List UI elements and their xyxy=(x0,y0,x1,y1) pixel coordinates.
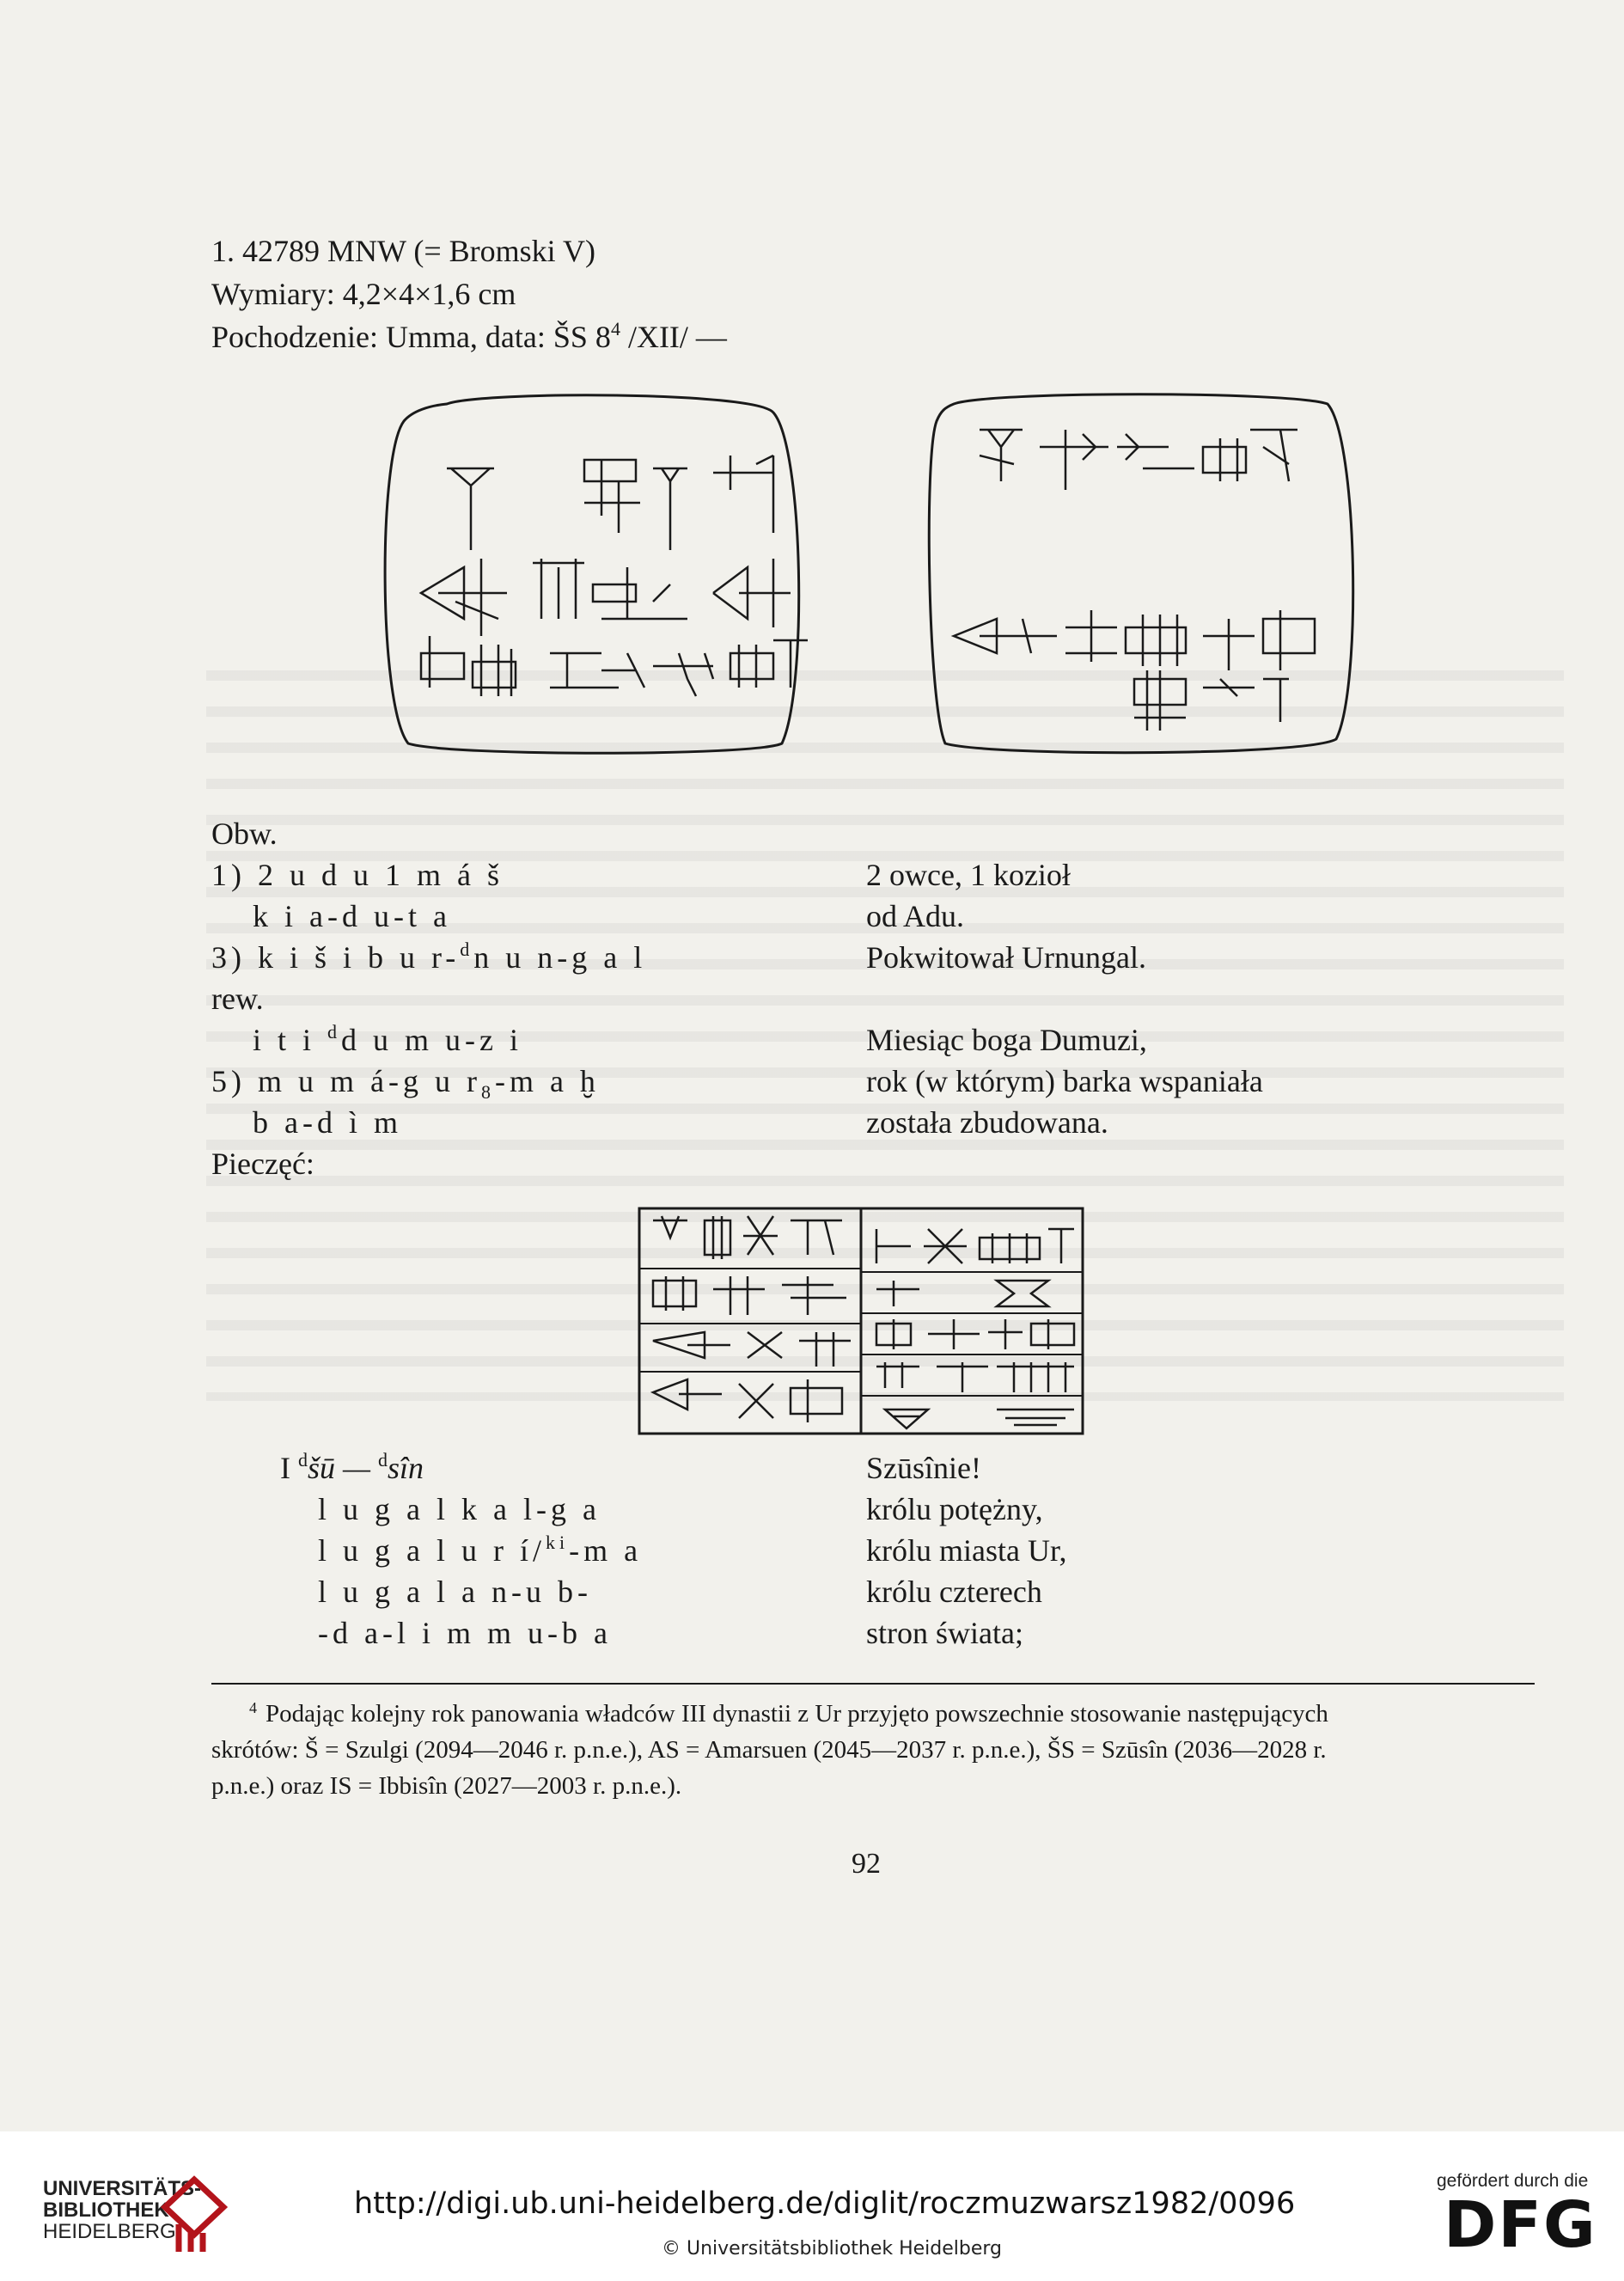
footnote-line-3: p.n.e.) oraz IS = Ibbisîn (2027—2003 r. p.n.e.). xyxy=(211,1772,682,1800)
translit-line-2: k i a-d u-t a xyxy=(253,899,451,933)
dfg-logo: DFG xyxy=(1444,2188,1597,2262)
origin-date: Pochodzenie: Umma, data: ŠS $8^4$ /XII/ — xyxy=(211,318,727,354)
seal-line-5: -d a-l i m m u-b a xyxy=(318,1616,612,1650)
reverse-label: rew. xyxy=(211,982,264,1016)
translit-line-6: b a-d ì m xyxy=(253,1105,402,1140)
page-number: 92 xyxy=(852,1848,881,1880)
translation-line-1: 2 owce, 1 kozioł xyxy=(866,858,1071,892)
seal-line-4: l u g a l a n-u b- xyxy=(318,1575,592,1609)
translit-line-4: i t i $^d$d u m u-z i xyxy=(253,1021,522,1057)
footnote-line-2: skrótów: Š = Szulgi (2094—2046 r. p.n.e.), AS = Amarsuen (2045—2037 r. p.n.e.), ŠS = Szūsîn (2036—2028 r. xyxy=(211,1736,1327,1764)
translation-line-5: rok (w którym) barka wspaniała xyxy=(866,1064,1263,1098)
permalink-url[interactable]: http://digi.ub.uni-heidelberg.de/diglit/roczmuzwarsz1982/0096 xyxy=(354,2186,1296,2221)
seal-translation-4: królu czterech xyxy=(866,1575,1042,1609)
library-logo-icon xyxy=(160,2173,229,2255)
copyright-notice: © Universitätsbibliothek Heidelberg xyxy=(662,2238,1003,2260)
seal-label: Pieczęć: xyxy=(211,1147,314,1181)
catalog-number: 1. 42789 MNW (= Bromski V) xyxy=(211,234,595,268)
translation-line-4: Miesiąc boga Dumuzi, xyxy=(866,1023,1147,1057)
translit-line-5: 5) m u m á-g u $r^8-m$ a ḫ xyxy=(211,1064,600,1103)
translation-line-6: została zbudowana. xyxy=(866,1105,1108,1140)
tablet-drawings xyxy=(0,0,1624,825)
translit-line-3: 3) k i š i b u r-$^d$n u n-g a l xyxy=(211,939,647,975)
digitization-footer xyxy=(0,2131,1624,2281)
footnote-line-1: $^4$ Podając kolejny rok panowania władców III dynastii z Ur przyjęto powszechnie stosowanie następujących xyxy=(249,1699,1328,1728)
tablet-obverse-drawing xyxy=(385,395,808,753)
library-name: UNIVERSITÄTS- BIBLIOTHEK HEIDELBERG xyxy=(43,2177,202,2244)
tablet-reverse-drawing xyxy=(929,394,1352,753)
seal-drawing xyxy=(636,1203,1091,1444)
translit-line-1: 1) 2 u d u 1 m á š xyxy=(211,858,504,892)
translation-line-3: Pokwitował Urnungal. xyxy=(866,940,1146,975)
seal-translation-3: królu miasta Ur, xyxy=(866,1533,1067,1568)
dimensions: Wymiary: 4,2×4×1,6 cm xyxy=(211,277,516,311)
seal-translation-1: Szūsînie! xyxy=(866,1451,981,1485)
footnote-rule xyxy=(211,1683,1535,1685)
translation-line-2: od Adu. xyxy=(866,899,965,933)
seal-translation-5: stron świata; xyxy=(866,1616,1023,1650)
seal-translation-2: królu potężny, xyxy=(866,1492,1043,1526)
obverse-label: Obw. xyxy=(211,816,278,851)
seal-line-3: l u g a l u r í/$^{ki}$-m a xyxy=(318,1532,643,1568)
seal-line-2: l u g a l k a l-g a xyxy=(318,1492,601,1526)
seal-line-1: I $^d$šū — $^d$sîn xyxy=(280,1449,424,1485)
funded-by-label: gefördert durch die xyxy=(1437,2171,1589,2191)
